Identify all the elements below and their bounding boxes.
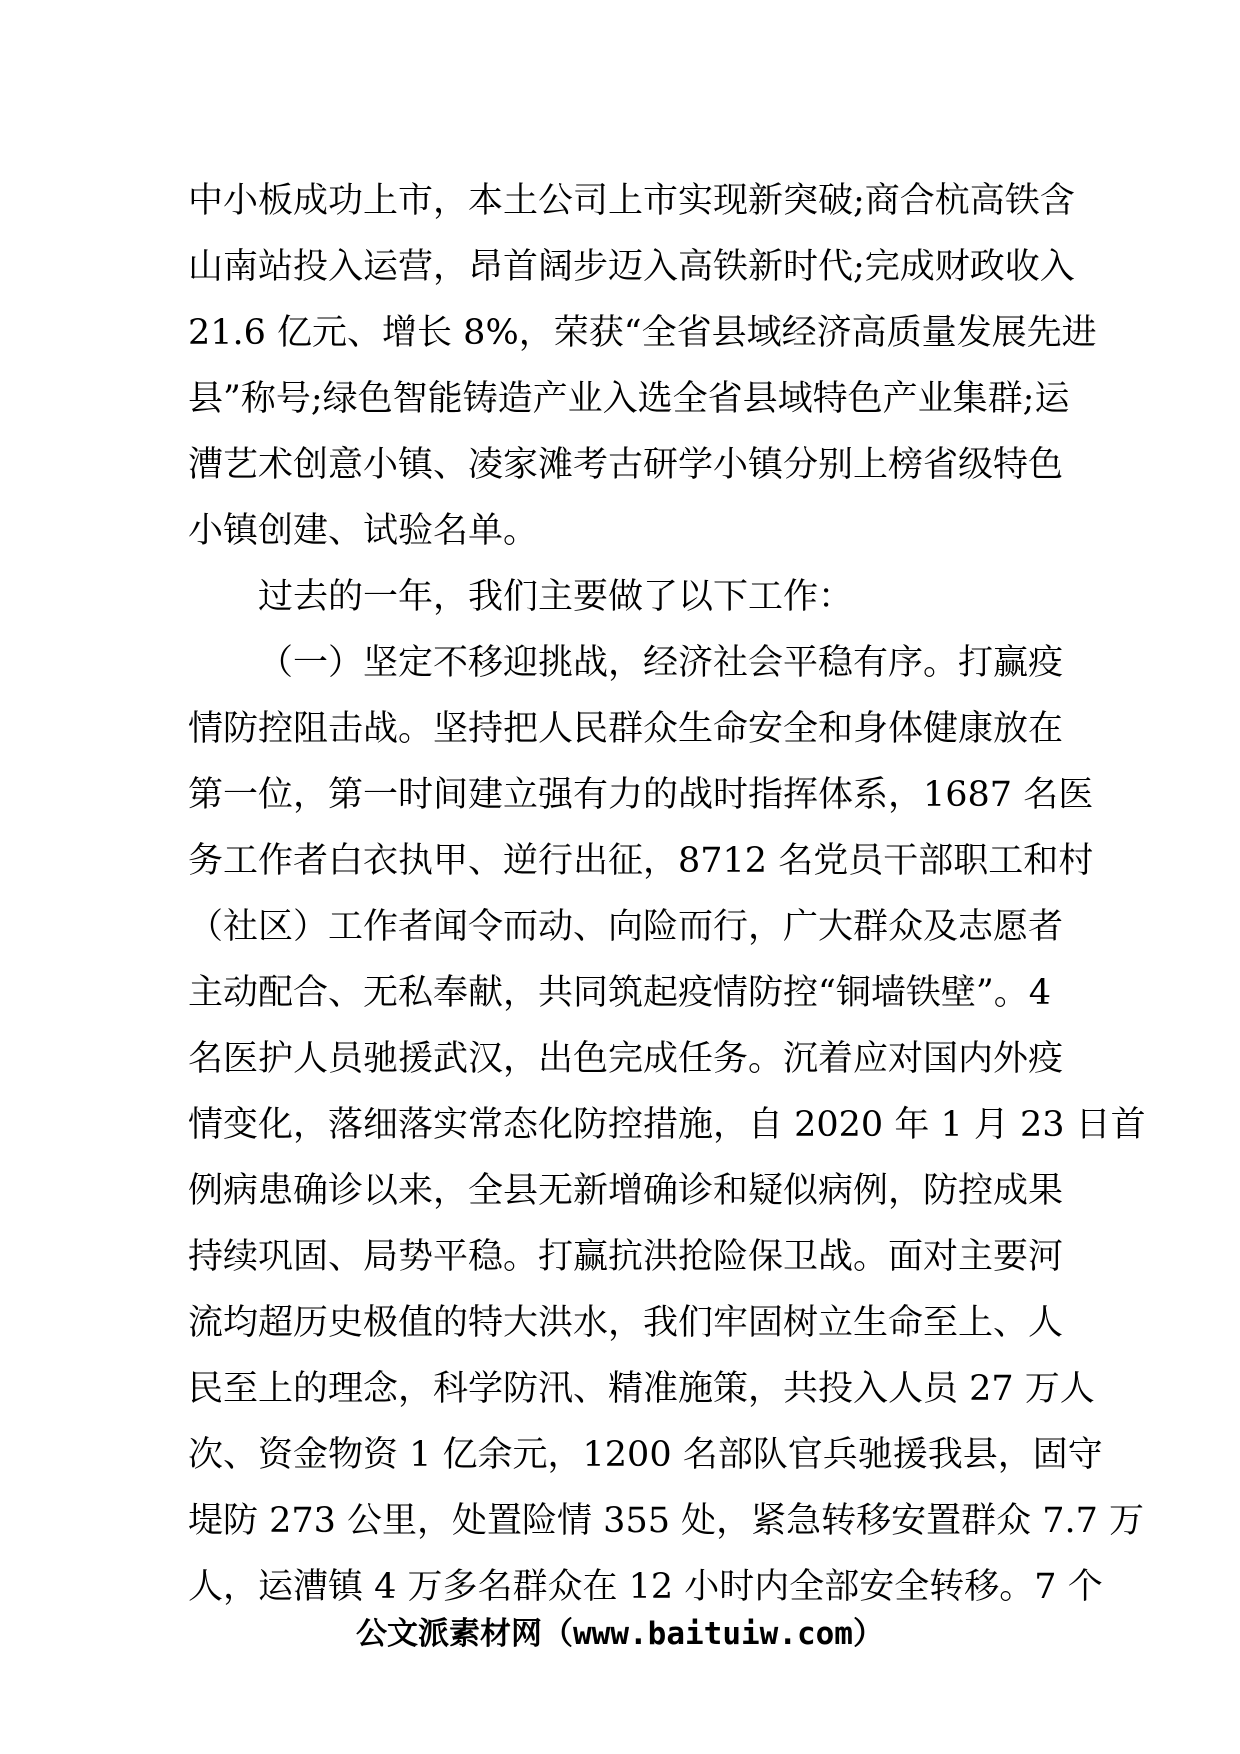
text-line: 情防控阻击战。坚持把人民群众生命安全和身体健康放在: [188, 709, 1064, 749]
text-line: 情变化，落细落实常态化防控措施，自 2020 年 1 月 23 日首: [188, 1105, 1146, 1145]
text-line: （社区）工作者闻令而动、向险而行，广大群众及志愿者: [188, 907, 1064, 947]
text-line: 次、资金物资 1 亿余元，1200 名部队官兵驰援我县，固守: [188, 1435, 1103, 1475]
text-line: 持续巩固、局势平稳。打赢抗洪抢险保卫战。面对主要河: [188, 1237, 1064, 1277]
text-line: 务工作者白衣执甲、逆行出征，8712 名党员干部职工和村: [188, 841, 1094, 881]
text-line: 流均超历史极值的特大洪水，我们牢固树立生命至上、人: [188, 1303, 1064, 1343]
text-line: 名医护人员驰援武汉，出色完成任务。沉着应对国内外疫: [188, 1039, 1064, 1079]
text-line: 民至上的理念，科学防汛、精准施策，共投入人员 27 万人: [188, 1369, 1095, 1409]
text-line: 堤防 273 公里，处置险情 355 处，紧急转移安置群众 7.7 万: [188, 1501, 1145, 1541]
text-line: 21.6 亿元、增长 8%，荣获“全省县域经济高质量发展先进: [188, 313, 1097, 353]
text-line: 县”称号;绿色智能铸造产业入选全省县域特色产业集群;运: [188, 379, 1070, 419]
paragraph-start-line: 过去的一年，我们主要做了以下工作：: [258, 577, 854, 617]
footer-watermark: 公文派素材网（www.baituiw.com）: [356, 1616, 884, 1652]
text-line: 漕艺术创意小镇、凌家滩考古研学小镇分别上榜省级特色: [188, 445, 1064, 485]
text-line: 中小板成功上市，本土公司上市实现新突破;商合杭高铁含: [188, 181, 1075, 221]
text-line: 人，运漕镇 4 万多名群众在 12 小时内全部安全转移。7 个: [188, 1567, 1103, 1607]
body-text: [188, 168, 1146, 1620]
text-line: 例病患确诊以来，全县无新增确诊和疑似病例，防控成果: [188, 1171, 1064, 1211]
section-heading-line: （一）坚定不移迎挑战，经济社会平稳有序。打赢疫: [258, 643, 1064, 683]
text-line: 第一位，第一时间建立强有力的战时指挥体系，1687 名医: [188, 775, 1094, 815]
text-line: 小镇创建、试验名单。: [188, 511, 539, 551]
text-line: 山南站投入运营，昂首阔步迈入高铁新时代;完成财政收入: [188, 247, 1075, 287]
text-line: 主动配合、无私奉献，共同筑起疫情防控“铜墙铁壁”。4: [188, 973, 1052, 1013]
